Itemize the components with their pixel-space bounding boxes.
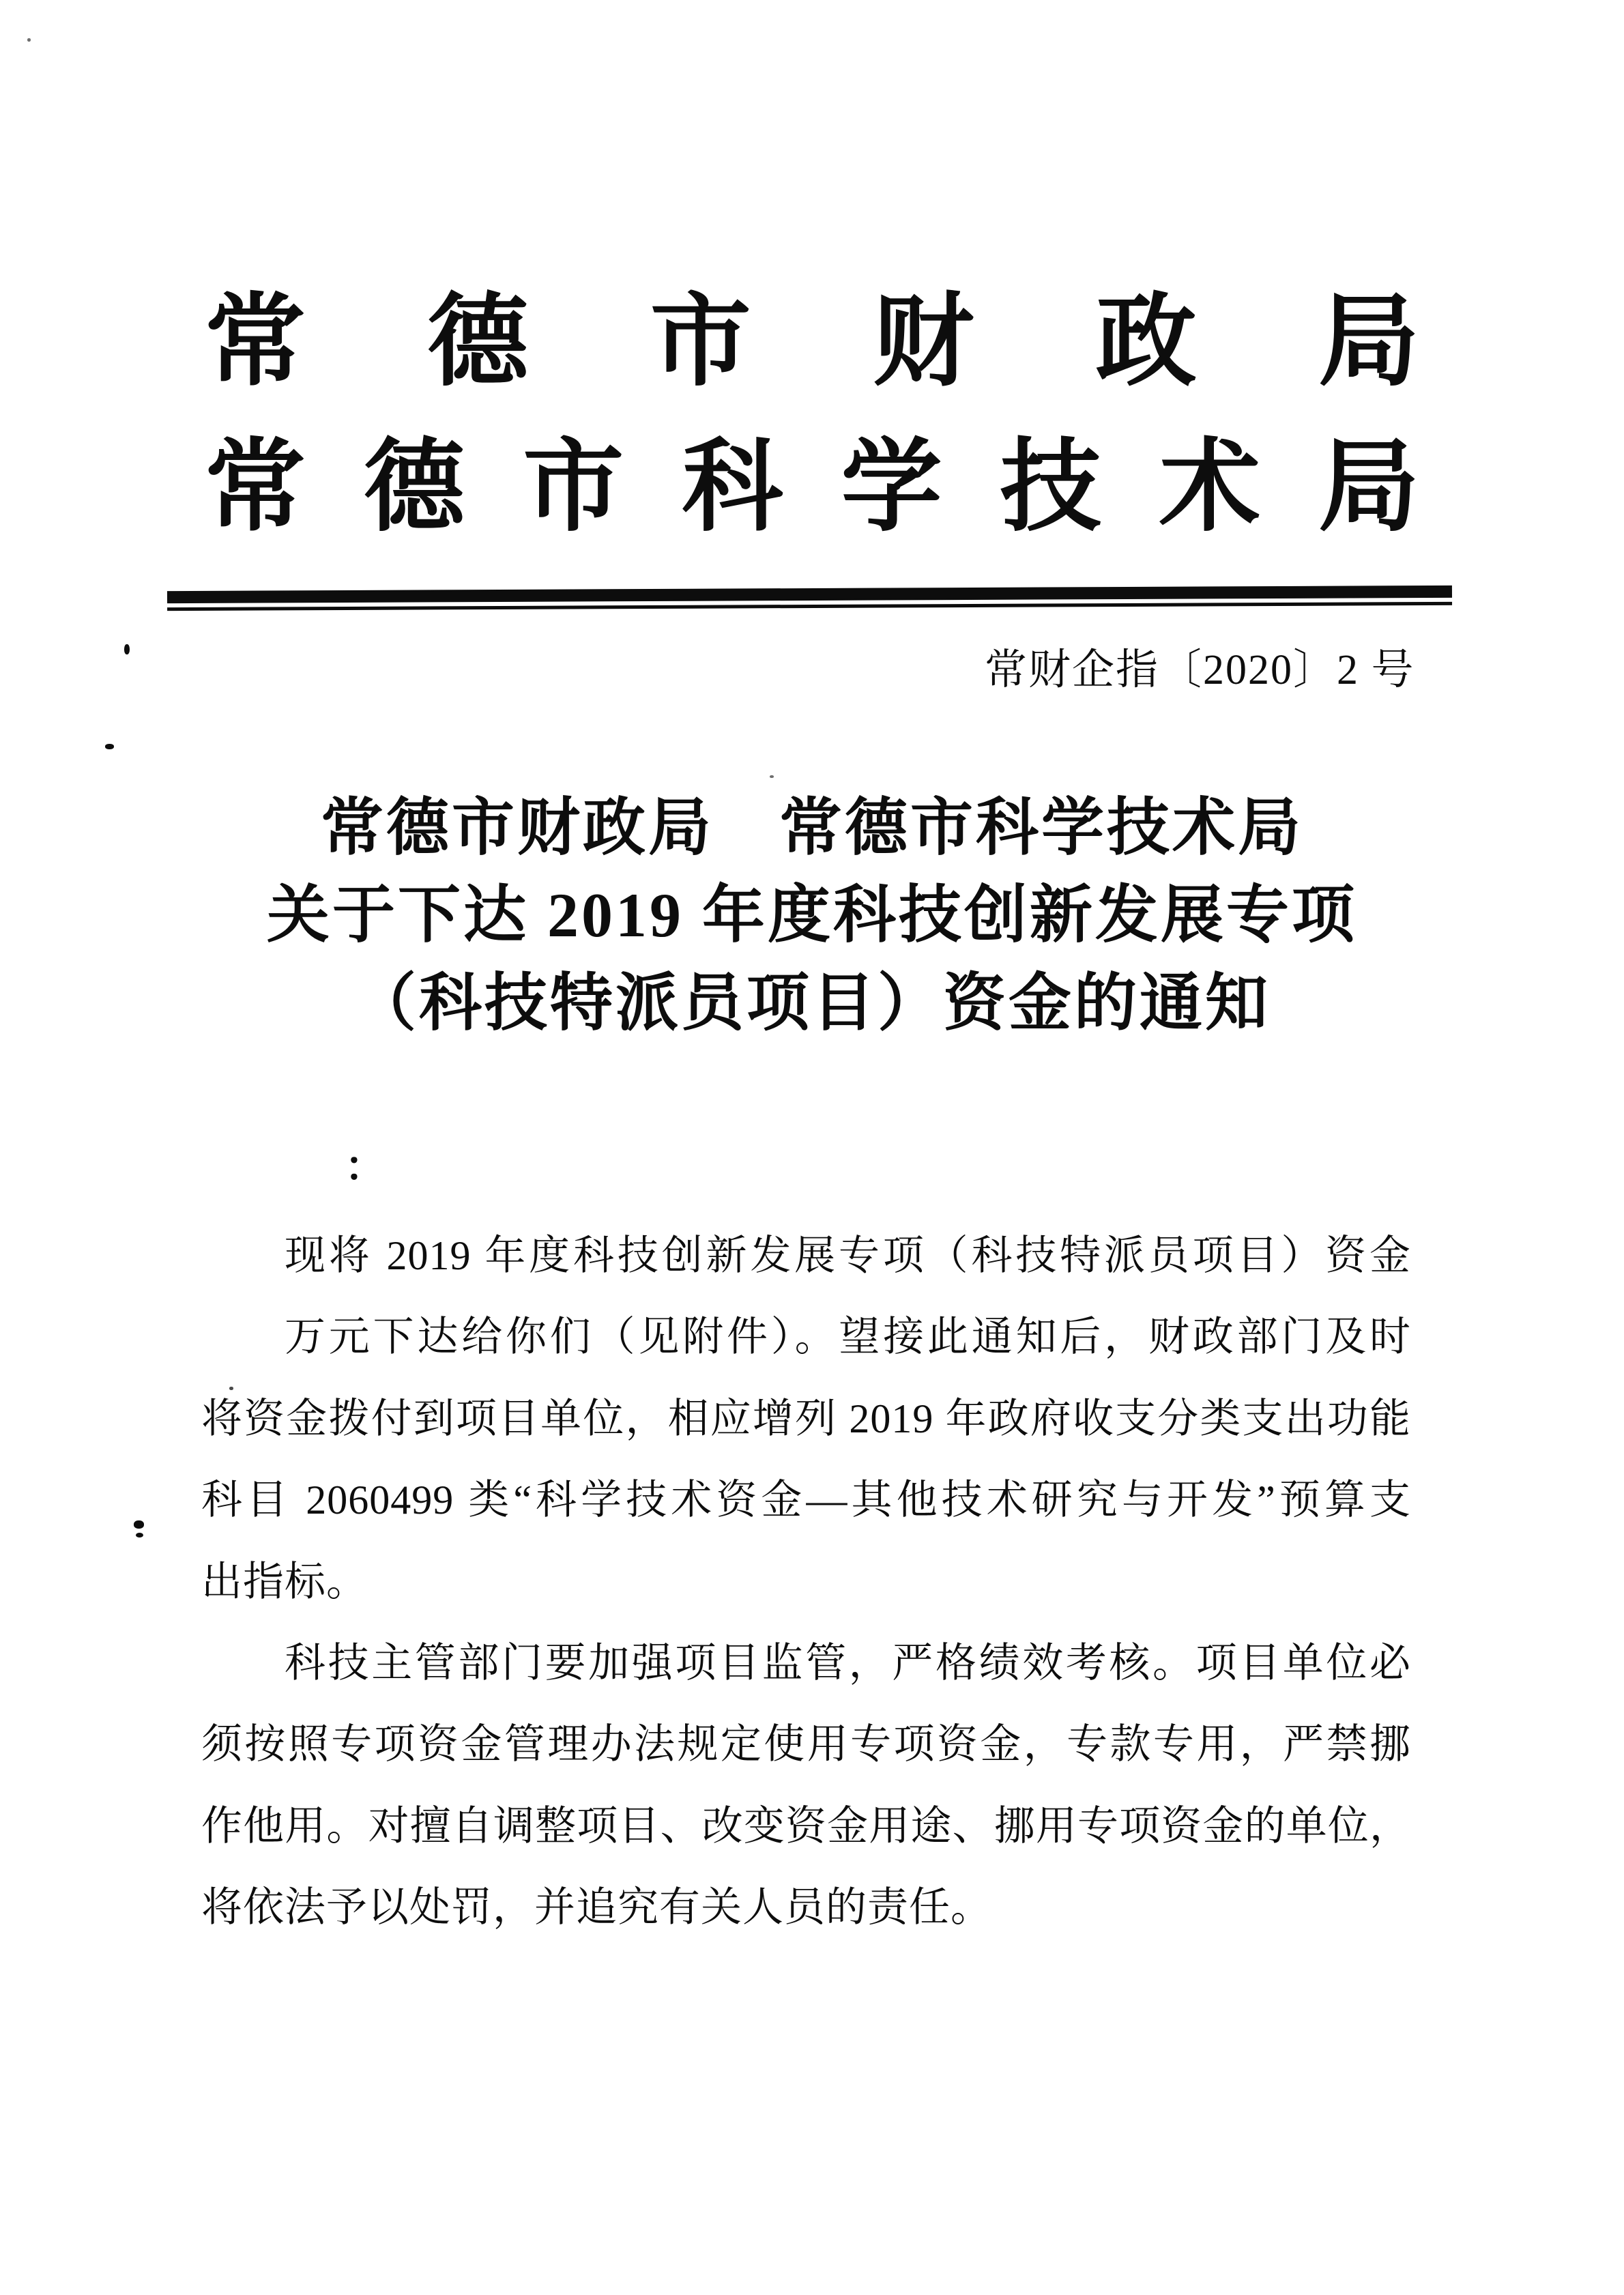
ink-speck xyxy=(136,1533,143,1538)
body-line: 科目 2060499 类“科学技术资金—其他技术研究与开发”预算支 xyxy=(201,1477,1411,1523)
body-line: 作他用。对擅自调整项目、改变资金用途、挪用专项资金的单位， xyxy=(201,1803,1411,1849)
body-line: 万元下达给你们（见附件）。望接此通知后，财政部门及时 xyxy=(285,1314,1411,1360)
letterhead-agency-2: 常德市科学技术局 xyxy=(205,432,1419,544)
body-line: 科技主管部门要加强项目监管，严格绩效考核。项目单位必 xyxy=(285,1640,1411,1686)
doc-number: 常财企指〔2020〕2 号 xyxy=(985,647,1415,693)
notice-title-line-1: 常德市财政局 常德市科学技术局 xyxy=(320,793,1303,863)
body-line: 出指标。 xyxy=(201,1559,368,1604)
body-line: 现将 2019 年度科技创新发展专项（科技特派员项目）资金 xyxy=(285,1233,1411,1278)
ink-speck xyxy=(124,644,130,654)
body-line: 须按照专项资金管理办法规定使用专项资金，专款专用，严禁挪 xyxy=(201,1722,1411,1767)
letterhead-rule-thin xyxy=(167,602,1452,611)
body-text xyxy=(201,1215,1411,1949)
letterhead-rule-thick xyxy=(167,586,1452,603)
ink-speck xyxy=(134,1520,144,1529)
body-line: 将资金拨付到项目单位，相应增列 2019 年政府收支分类支出功能 xyxy=(201,1396,1411,1441)
notice-title-line-3: （科技特派员项目）资金的通知 xyxy=(353,968,1271,1038)
salutation-colon: ： xyxy=(345,1144,386,1189)
ink-speck xyxy=(27,38,31,42)
letterhead-agency-1: 常德市财政局 xyxy=(205,287,1419,399)
body-line: 将依法予以处罚，并追究有关人员的责任。 xyxy=(201,1885,992,1931)
notice-title-line-2: 关于下达 2019 年度科技创新发展专项 xyxy=(266,880,1357,950)
ink-speck xyxy=(105,744,114,749)
ink-speck xyxy=(229,1387,233,1390)
ink-speck xyxy=(770,775,774,778)
letterhead-rule xyxy=(167,586,1452,611)
